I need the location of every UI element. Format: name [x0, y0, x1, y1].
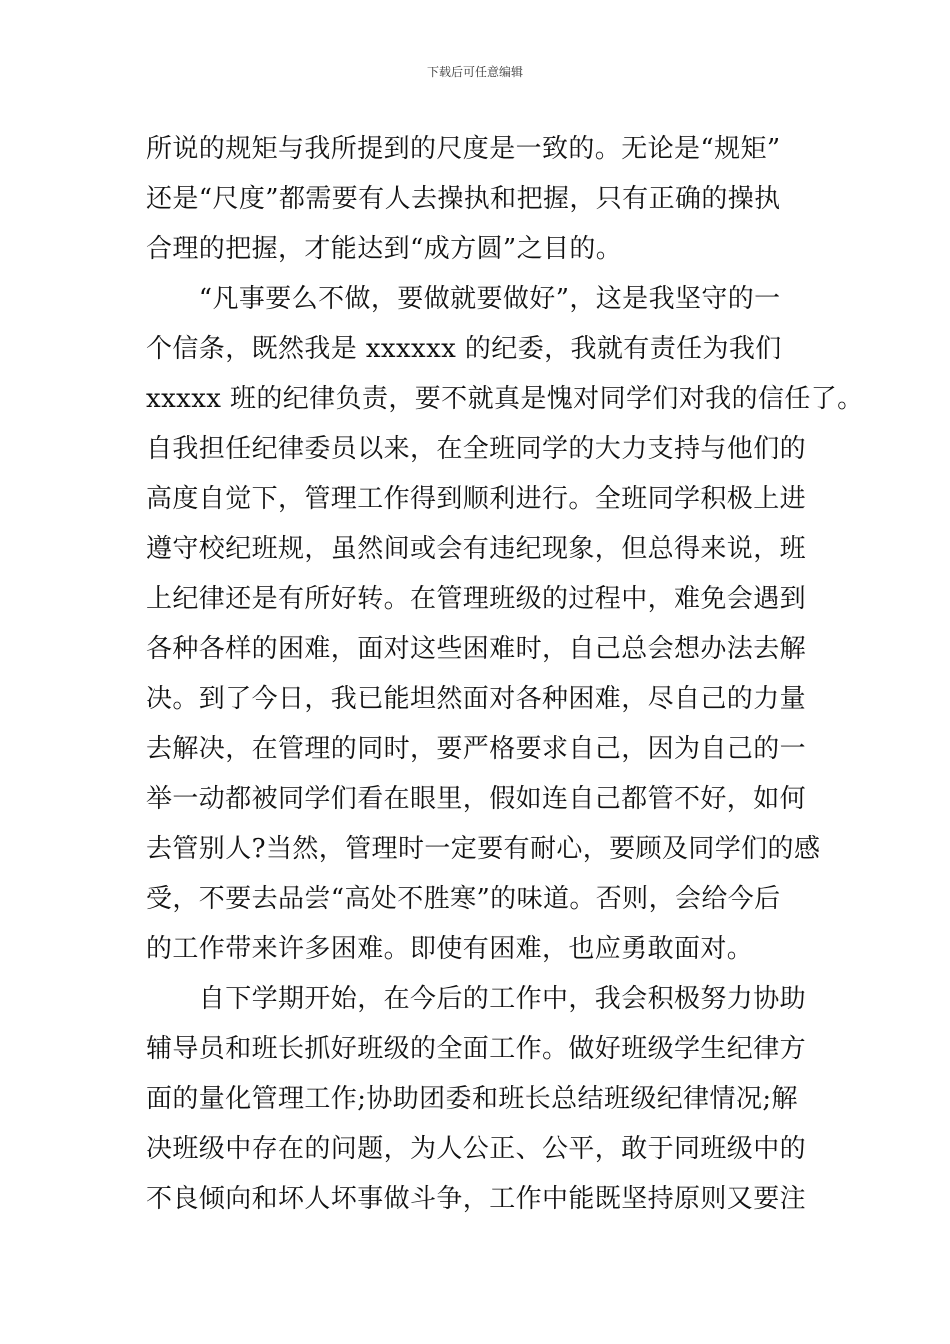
text-line: 自我担任纪律委员以来，在全班同学的大力支持与他们的 — [146, 434, 807, 464]
text-line: 自下学期开始，在今后的工作中，我会积极努力协助 — [146, 984, 807, 1014]
text-line: 决班级中存在的问题，为人公正、公平，敢于同班级中的 — [146, 1134, 807, 1164]
text-line: 合理的把握，才能达到“成方圆”之目的。 — [146, 234, 623, 264]
text-line: 去解决，在管理的同时，要严格要求自己，因为自己的一 — [146, 734, 807, 764]
text-line: 举一动都被同学们看在眼里，假如连自己都管不好，如何 — [146, 784, 807, 814]
document-body — [146, 124, 864, 1224]
text-line: 高度自觉下，管理工作得到顺利进行。全班同学积极上进 — [146, 484, 807, 514]
text-line: 还是“尺度”都需要有人去操执和把握，只有正确的操执 — [146, 184, 781, 214]
text-line: 遵守校纪班规，虽然间或会有违纪现象，但总得来说，班 — [146, 534, 807, 564]
text-line: 所说的规矩与我所提到的尺度是一致的。无论是“规矩” — [146, 134, 781, 164]
text-line: 上纪律还是有所好转。在管理班级的过程中，难免会遇到 — [146, 584, 807, 614]
text-line: 去管别人?当然，管理时一定要有耐心，要顾及同学们的感 — [146, 834, 821, 864]
text-line: 面的量化管理工作;协助团委和班长总结班级纪律情况;解 — [146, 1084, 798, 1114]
text-line: 辅导员和班长抓好班级的全面工作。做好班级学生纪律方 — [146, 1034, 807, 1064]
text-line: “凡事要么不做，要做就要做好”，这是我坚守的一 — [146, 284, 781, 314]
text-line: 不良倾向和坏人坏事做斗争，工作中能既坚持原则又要注 — [146, 1184, 807, 1214]
text-line: 的工作带来许多困难。即使有困难，也应勇敢面对。 — [146, 934, 754, 964]
text-line: xxxxx 班的纪律负责，要不就真是愧对同学们对我的信任了。 — [146, 384, 864, 414]
text-line: 各种各样的困难，面对这些困难时，自己总会想办法去解 — [146, 634, 807, 664]
page-header: 下载后可任意编辑 — [426, 65, 523, 79]
text-line: 决。到了今日，我已能坦然面对各种困难，尽自己的力量 — [146, 684, 807, 714]
text-line: 受，不要去品尝“高处不胜寒”的味道。否则，会给今后 — [146, 884, 781, 914]
text-line: 个信条，既然我是 xxxxxx 的纪委，我就有责任为我们 — [146, 334, 782, 364]
